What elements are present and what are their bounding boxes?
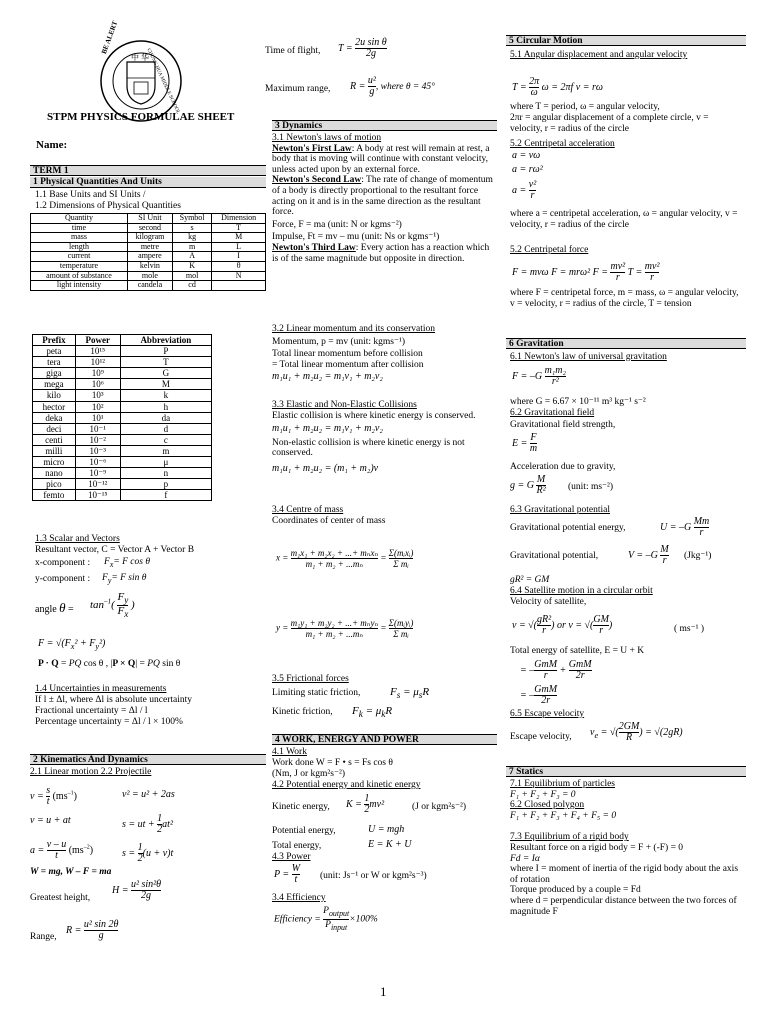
subsection-4-2: 4.2 Potential energy and kinetic energy: [272, 780, 421, 790]
si-table-cell: time: [31, 223, 128, 233]
accel-gravity-unit: (unit: ms⁻²): [568, 482, 614, 492]
subsection-1-2: 1.2 Dimensions of Physical Quantities: [35, 201, 181, 211]
gravitational-constant: where G = 6.67 × 10⁻¹¹ m³ kg⁻¹ s⁻²: [510, 397, 646, 407]
subsection-3-1: 3.1 Newton's laws of motion: [272, 133, 382, 143]
prefix-table-row: [33, 457, 212, 468]
gravitation-formula: F = –G $\frac{\text{m₁m₂}}{\text{r²}}$: [512, 365, 566, 387]
max-range-condition: , where θ = 45°: [375, 81, 435, 92]
impulse-equation: Impulse, Ft = mv – mu (unit: Ns or kgms⁻¹): [272, 232, 440, 243]
subsection-3-2: 3.2 Linear momentum and its conservation: [272, 324, 436, 334]
si-table-cell: s: [172, 223, 211, 233]
grav-potential-label: Gravitational potential,: [510, 551, 599, 561]
third-law-text: : Every action has a reaction which is of the same magnitude but opposite in direction.: [272, 242, 490, 264]
prefix-table-row: [33, 379, 212, 390]
si-table-header-cell: Symbol: [172, 214, 211, 224]
prefix-table-cell: 10⁻¹⁵: [75, 490, 120, 501]
rigid-body-4: Torque produced by a couple = Fd: [510, 885, 641, 896]
centripetal-accel-where: where a = centripetal acceleration, ω = angular velocity, v = velocity, r = radius of the circle: [510, 209, 738, 230]
prefix-table-cell: M: [120, 379, 211, 390]
si-table-row: [31, 281, 266, 291]
first-law: [272, 144, 497, 176]
prefix-table-cell: 10⁻²: [75, 434, 120, 445]
max-range-label: Maximum range,: [265, 84, 331, 94]
section-1-header: 1 Physical Quantities And Units: [30, 177, 266, 188]
prefix-table-row: [33, 423, 212, 434]
prefix-table-cell: deka: [33, 412, 76, 423]
satellite-velocity-label: Velocity of satellite,: [510, 597, 587, 607]
gr2-equation: gR² = GM: [510, 575, 550, 585]
satellite-energy-result: = – $\frac{\text{GmM}}{2r}$: [520, 684, 558, 706]
prefix-table-cell: 10¹⁵: [75, 346, 120, 357]
si-table-cell: θ: [212, 261, 266, 271]
si-table-cell: light intensity: [31, 281, 128, 291]
subsection-3-4: 3.4 Centre of mass: [272, 505, 344, 515]
accel-gravity-formula: g = G $\frac{M}{\text{R²}}$: [510, 474, 546, 496]
prefix-table-cell: deci: [33, 423, 76, 434]
field-strength-formula: E = $\frac{F}{m}$: [512, 432, 538, 454]
center-of-mass-label: Coordinates of center of mass: [272, 516, 386, 526]
si-table-header-cell: SI Unit: [127, 214, 172, 224]
prefix-table-row: [33, 490, 212, 501]
si-table-cell: length: [31, 242, 128, 252]
prefix-table-cell: 10¹²: [75, 357, 120, 368]
greatest-height-label: Greatest height,: [30, 893, 91, 903]
second-law: [272, 175, 497, 217]
subsection-7-2: 6.2 Closed polygon: [510, 800, 585, 811]
subsection-6-4: 6.4 Satellite motion in a circular orbit: [510, 586, 653, 596]
grav-pe-label: Gravitational potential energy,: [510, 523, 626, 533]
section-2-header: 2 Kinematics And Dynamics: [30, 754, 266, 765]
prefix-table-cell: f: [120, 490, 211, 501]
prefix-table-cell: 10⁻¹²: [75, 479, 120, 490]
efficiency-label: Efficiency: [274, 914, 312, 925]
si-table-cell: ampere: [127, 252, 172, 262]
si-table-header-cell: Quantity: [31, 214, 128, 224]
uncertainty-percentage: Percentage uncertainty = Δl / l × 100%: [35, 717, 183, 727]
work-done: Work done W = F • s = Fs cos θ: [272, 758, 393, 768]
prefix-table-cell: peta: [33, 346, 76, 357]
prefix-table-cell: pico: [33, 479, 76, 490]
prefix-table-cell: milli: [33, 445, 76, 456]
prefix-table-cell: da: [120, 412, 211, 423]
centripetal-force-where: where F = centripetal force, m = mass, ω = angular velocity, v = velocity, r = radius of the circle, T = tension: [510, 288, 739, 309]
momentum-after: = Total linear momentum after collision: [272, 359, 424, 370]
prefix-table-cell: femto: [33, 490, 76, 501]
angle-text: angle: [35, 604, 57, 615]
si-table-cell: temperature: [31, 261, 128, 271]
momentum-before: Total linear momentum before collision: [272, 349, 423, 360]
si-table-cell: mole: [127, 271, 172, 281]
si-table-cell: m: [172, 242, 211, 252]
y-component-label: y-component :: [35, 574, 91, 584]
satellite-velocity-unit: ( ms⁻¹ ): [674, 624, 705, 634]
satellite-velocity-formula: v = √( $\frac{\text{gR²}}{r}$ ) or v = √( $\frac{GM}{r}$ ): [512, 614, 613, 636]
si-table-cell: A: [172, 252, 211, 262]
prefix-table-cell: 10⁻⁶: [75, 457, 120, 468]
grav-potential-formula: V = –G $\frac{M}{r}$: [628, 544, 669, 566]
prefix-table-cell: giga: [33, 368, 76, 379]
kinetic-energy-formula: K = $\frac{1}{2}$ mv²: [346, 793, 385, 815]
logo-chars: 中 华: [131, 53, 149, 62]
prefix-table-row: [33, 390, 212, 401]
prefix-table-header-cell: Power: [75, 335, 120, 346]
prefix-table-cell: 10¹: [75, 412, 120, 423]
prefix-table-cell: kilo: [33, 390, 76, 401]
kinematic-v2: v² = u² + 2as: [122, 789, 175, 800]
subsection-1-3: 1.3 Scalar and Vectors: [35, 534, 120, 544]
si-table-cell: candela: [127, 281, 172, 291]
prefix-table-cell: hector: [33, 401, 76, 412]
y-component-formula: $F_y= F$ sin θ: [102, 573, 147, 585]
kinetic-friction-formula: $F_k = \mu_kR$: [352, 705, 393, 720]
term-header: TERM 1: [30, 165, 266, 176]
prefix-table-row: [33, 401, 212, 412]
static-friction-formula: $F_s = \mu_sR$: [390, 686, 430, 701]
power-unit: (unit: Js⁻¹ or W or kgm²s⁻³): [320, 871, 427, 881]
max-range-formula: R = $\frac{\text{u²}}{g}$ , where θ = 45°: [350, 75, 435, 97]
range-label: Range,: [30, 932, 57, 942]
si-table-cell: current: [31, 252, 128, 262]
prefix-table-row: [33, 468, 212, 479]
prefix-table-row: [33, 479, 212, 490]
prefix-table-cell: 10⁹: [75, 368, 120, 379]
subsection-4-1: 4.1 Work: [272, 747, 307, 757]
subsection-efficiency: 3.4 Efficiency: [272, 893, 326, 903]
kinetic-energy-unit: (J or kgm²s⁻²): [412, 802, 466, 812]
satellite-energy-expansion: = – $\frac{\text{GmM}}{r}$ + $\frac{\text{GmM}}{2r}$: [520, 659, 592, 681]
prefix-table-cell: μ: [120, 457, 211, 468]
center-of-mass-y: y = $\frac{\text{m₁y₁ + m₂y₂ + ...+ mₙyₙ}}{\text{m₁ + m₂ + ...mₙ}}$ = $\frac{\text{Σ(mᵢyᵢ)}}{\text{Σ mᵢ}}$: [276, 618, 414, 639]
subsection-5-2b: 5.2 Centripetal force: [510, 245, 589, 255]
prefix-table-row: [33, 434, 212, 445]
prefix-table-cell: micro: [33, 457, 76, 468]
field-strength-label: Gravitational field strength,: [510, 420, 616, 430]
prefix-table-cell: h: [120, 401, 211, 412]
prefix-table-cell: G: [120, 368, 211, 379]
nonelastic-equation: m₁u₁ + m₂u₂ = (m₁ + m₂)v: [272, 462, 379, 474]
angle-formula: $\tan^{-1}$( $\frac{F_y}{F_x}$ ): [90, 591, 135, 620]
prefix-table-cell: m: [120, 445, 211, 456]
rigid-body-5: where d = perpendicular distance between the two forces of magnitude F: [510, 895, 737, 917]
section-6-header: 6 Gravitation: [506, 338, 746, 349]
rigid-body-3: where I = moment of inertia of the rigid body about the axis of rotation: [510, 864, 739, 885]
escape-velocity-label: Escape velocity,: [510, 732, 572, 742]
centripetal-force-formula: F = mvω F = mrω² F = $\frac{\text{mv²}}{r}$ T = $\frac{\text{mv²}}{r}$: [512, 261, 660, 283]
potential-energy-label: Potential energy,: [272, 826, 336, 836]
si-table-cell: amount of substance: [31, 271, 128, 281]
uncertainty-fractional: Fractional uncertainty = Δl / l: [35, 706, 148, 716]
prefix-table-cell: n: [120, 468, 211, 479]
elastic-equation: m₁u₁ + m₂u₂ = m₁v₁ + m₂v₂: [272, 423, 383, 435]
momentum-equation: Momentum, p = mv (unit: kgms⁻¹): [272, 336, 406, 347]
grav-pe-formula: U = –G $\frac{Mm}{r}$: [660, 516, 710, 538]
efficiency-formula: Efficiency = $\frac{P_{output}}{P_{input}}$ ×100%: [274, 906, 378, 932]
closed-polygon-eq: F₁ + F₂ + F₃ + F₄ + F₅ = 0: [510, 810, 617, 821]
subsection-1-4: 1.4 Uncertainties in measurements: [35, 684, 167, 694]
logo-school: CHUNG HUA MIDDLE SCHOOL: [145, 48, 181, 115]
subsection-6-2: 6.2 Gravitational field: [510, 408, 595, 418]
prefix-table-cell: 10⁻¹: [75, 423, 120, 434]
subsection-5-2: 5.2 Centripetal acceleration: [510, 139, 615, 149]
prefix-table-row: [33, 357, 212, 368]
kinetic-energy-label: Kinetic energy,: [272, 802, 330, 812]
force-equation: Force, F = ma (unit: N or kgms⁻²): [272, 219, 402, 230]
si-table-cell: mol: [172, 271, 211, 281]
second-law-text: : The rate of change of momentum of a body is directly proportional to the resultant force acting on it and is in the same direction as the resultant force.: [272, 175, 493, 218]
prefix-table-row: [33, 368, 212, 379]
elastic-text: Elastic collision is where kinetic energy is conserved.: [272, 410, 476, 421]
si-table-cell: N: [212, 271, 266, 281]
prefix-table-cell: 10²: [75, 401, 120, 412]
prefix-table-cell: d: [120, 423, 211, 434]
potential-energy-formula: U = mgh: [368, 824, 405, 835]
si-table-cell: cd: [172, 281, 211, 291]
prefix-table-row: [33, 346, 212, 357]
prefix-table-cell: centi: [33, 434, 76, 445]
subsection-3-3: 3.3 Elastic and Non-Elastic Collisions: [272, 400, 417, 410]
prefix-table-cell: 10⁻⁹: [75, 468, 120, 479]
center-of-mass-x: x = $\frac{\text{m₁x₁ + m₂x₂ + ...+ mₙxₙ}}{\text{m₁ + m₂ + ...mₙ}}$ = $\frac{\text{Σ(mᵢxᵢ)}}{\text{Σ mᵢ}}$: [276, 548, 414, 569]
subsection-7-1: 7.1 Equilibrium of particles: [510, 779, 616, 789]
si-table-cell: [212, 281, 266, 291]
page-title: STPM PHYSICS FORMULAE SHEET: [47, 111, 235, 123]
total-energy-label: Total energy,: [272, 841, 322, 851]
section-3-header: 3 Dynamics: [272, 120, 497, 131]
kinetic-friction-label: Kinetic friction,: [272, 707, 333, 717]
prefix-table: [32, 334, 212, 501]
subsection-6-3: 6.3 Gravitational potential: [510, 505, 610, 515]
greatest-height-formula: H = $\frac{\text{u² sin²θ}}{2g}$: [112, 879, 162, 901]
subsection-4-3: 4.3 Power: [272, 852, 311, 862]
prefix-table-cell: p: [120, 479, 211, 490]
prefix-table-cell: nano: [33, 468, 76, 479]
prefix-table-header-cell: Prefix: [33, 335, 76, 346]
si-table-cell: kg: [172, 233, 211, 243]
acceleration-formula: a = $\frac{v - u}{t}$ $(ms^{-2})$: [30, 839, 94, 861]
prefix-table-cell: c: [120, 434, 211, 445]
prefix-table-cell: tera: [33, 357, 76, 368]
prefix-table-cell: 10³: [75, 390, 120, 401]
escape-velocity-formula: $v_e$ = √( $\frac{2GM}{R}$ ) = √(2gR): [590, 721, 683, 743]
circular-where-2: 2πr = angular displacement of a complete circle, v = velocity, r = radius of the circle: [510, 113, 709, 134]
prefix-table-cell: P: [120, 346, 211, 357]
si-table-cell: L: [212, 242, 266, 252]
grav-potential-unit: (Jkg⁻¹): [684, 551, 712, 561]
prefix-table-cell: mega: [33, 379, 76, 390]
velocity-formula: v = $\frac{s}{t}$ $(ms^{-1})$: [30, 785, 77, 807]
collisions-block: [272, 400, 497, 475]
subsection-5-1: 5.1 Angular displacement and angular velocity: [510, 50, 688, 60]
prefix-table-row: [33, 412, 212, 423]
si-table-row: [31, 261, 266, 271]
centripetal-accel-1: a = vω: [512, 150, 541, 161]
section-7-header: 7 Statics: [506, 766, 746, 777]
x-component-formula: $F_x= F$ cos θ: [104, 557, 150, 569]
subsection-7-3: 7.3 Equilibrium of a rigid body: [510, 832, 629, 843]
prefix-table-cell: k: [120, 390, 211, 401]
momentum-block: [272, 324, 497, 383]
si-table-cell: kelvin: [127, 261, 172, 271]
range-formula: R = $\frac{\text{u² sin 2θ}}{g}$: [66, 919, 119, 941]
prefix-table-row: [33, 445, 212, 456]
rigid-body-1: Resultant force on a rigid body = F + (-F) = 0: [510, 842, 684, 853]
si-table-cell: M: [212, 233, 266, 243]
time-of-flight-label: Time of flight,: [265, 46, 321, 56]
subsection-6-5: 6.5 Escape velocity: [510, 709, 585, 719]
dot-cross-product: P · Q = PQ cos θ , |P × Q| = PQ sin θ: [38, 659, 181, 669]
subsection-2-1: 2.1 Linear motion 2.2 Projectile: [30, 767, 152, 777]
particle-equilibrium-eq: F₁ + F₂ + F₃ = 0: [510, 789, 576, 800]
si-table-cell: second: [127, 223, 172, 233]
si-table-cell: I: [212, 252, 266, 262]
second-law-title: Newton's Second Law: [272, 175, 362, 186]
kinematic-s: s = ut + $\frac{1}{2}$ at²: [122, 813, 173, 835]
total-energy-formula: E = K + U: [368, 839, 412, 850]
nonelastic-text: Non-elastic collision is where kinetic energy is not conserved.: [272, 437, 465, 459]
momentum-conservation: m₁u₁ + m₂u₂ = m₁v₁ + m₂v₂: [272, 371, 383, 383]
si-table-cell: kilogram: [127, 233, 172, 243]
kinematic-v: v = u + at: [30, 815, 71, 826]
angle-label: angle θ =: [35, 600, 74, 615]
circular-where-1: where T = period, ω = angular velocity,: [510, 102, 660, 112]
subsection-3-5: 3.5 Frictional forces: [272, 674, 349, 684]
accel-gravity-label: Acceleration due to gravity,: [510, 462, 616, 472]
rigid-body-2: Fd = Iα: [510, 853, 540, 864]
centripetal-accel-3: a = $\frac{\text{v²}}{r}$: [512, 179, 537, 201]
first-law-title: Newton's First Law: [272, 143, 352, 154]
power-formula: P = $\frac{W}{t}$: [274, 863, 301, 885]
prefix-table-header-cell: Abbreviation: [120, 335, 211, 346]
first-law-text: : A body at rest will remain at rest, a body that is moving will continue with constant velocity, unless acted upon by an external force.: [272, 143, 490, 175]
static-friction-label: Limiting static friction,: [272, 688, 361, 698]
centripetal-accel-2: a = rω²: [512, 164, 543, 175]
weight-equation: W = mg, W – F = ma: [30, 867, 112, 877]
uncertainty-absolute: If l ± Δl, where Δl is absolute uncertainty: [35, 695, 192, 705]
si-units-table: [30, 213, 266, 291]
x-component-label: x-component :: [35, 558, 91, 568]
subsection-1-1: 1.1 Base Units and SI Units /: [35, 190, 146, 200]
angular-velocity-formula: T = $\frac{2\pi}{\omega}$ ω = 2πf v = rω: [512, 76, 603, 98]
satellite-total-energy: Total energy of satellite, E = U + K: [510, 646, 645, 656]
section-5-header: 5 Circular Motion: [506, 35, 746, 46]
si-table-row: [31, 233, 266, 243]
time-of-flight-formula: T = $\frac{\text{2u sin θ}}{2g}$: [338, 37, 387, 59]
si-table-cell: mass: [31, 233, 128, 243]
name-label: Name:: [36, 139, 68, 151]
subsection-6-1: 6.1 Newton's law of universal gravitation: [510, 352, 667, 362]
prefix-table-cell: T: [120, 357, 211, 368]
page-number: 1: [380, 984, 387, 999]
third-law-title: Newton's Third Law: [272, 242, 356, 253]
work-unit: (Nm, J or kgm²s⁻²): [272, 769, 345, 779]
prefix-table-cell: 10⁻³: [75, 445, 120, 456]
prefix-table-cell: 10⁶: [75, 379, 120, 390]
si-table-cell: metre: [127, 242, 172, 252]
si-table-header-cell: Dimension: [212, 214, 266, 224]
newtons-laws-block: [272, 133, 497, 264]
resultant-magnitude: $F = √(F_x^2 + F_y^2)$: [38, 638, 106, 651]
si-table-cell: T: [212, 223, 266, 233]
third-law: [272, 243, 497, 264]
logo-motto: BE ALERT: [99, 19, 120, 56]
section-4-header: 4 WORK, ENERGY AND POWER: [272, 734, 497, 745]
resultant-vector: Resultant vector, C = Vector A + Vector B: [35, 545, 195, 555]
statics-block: [510, 779, 742, 917]
kinematic-s-avg: s = $\frac{1}{2}$ (u + v)t: [122, 842, 174, 864]
si-table-cell: K: [172, 261, 211, 271]
